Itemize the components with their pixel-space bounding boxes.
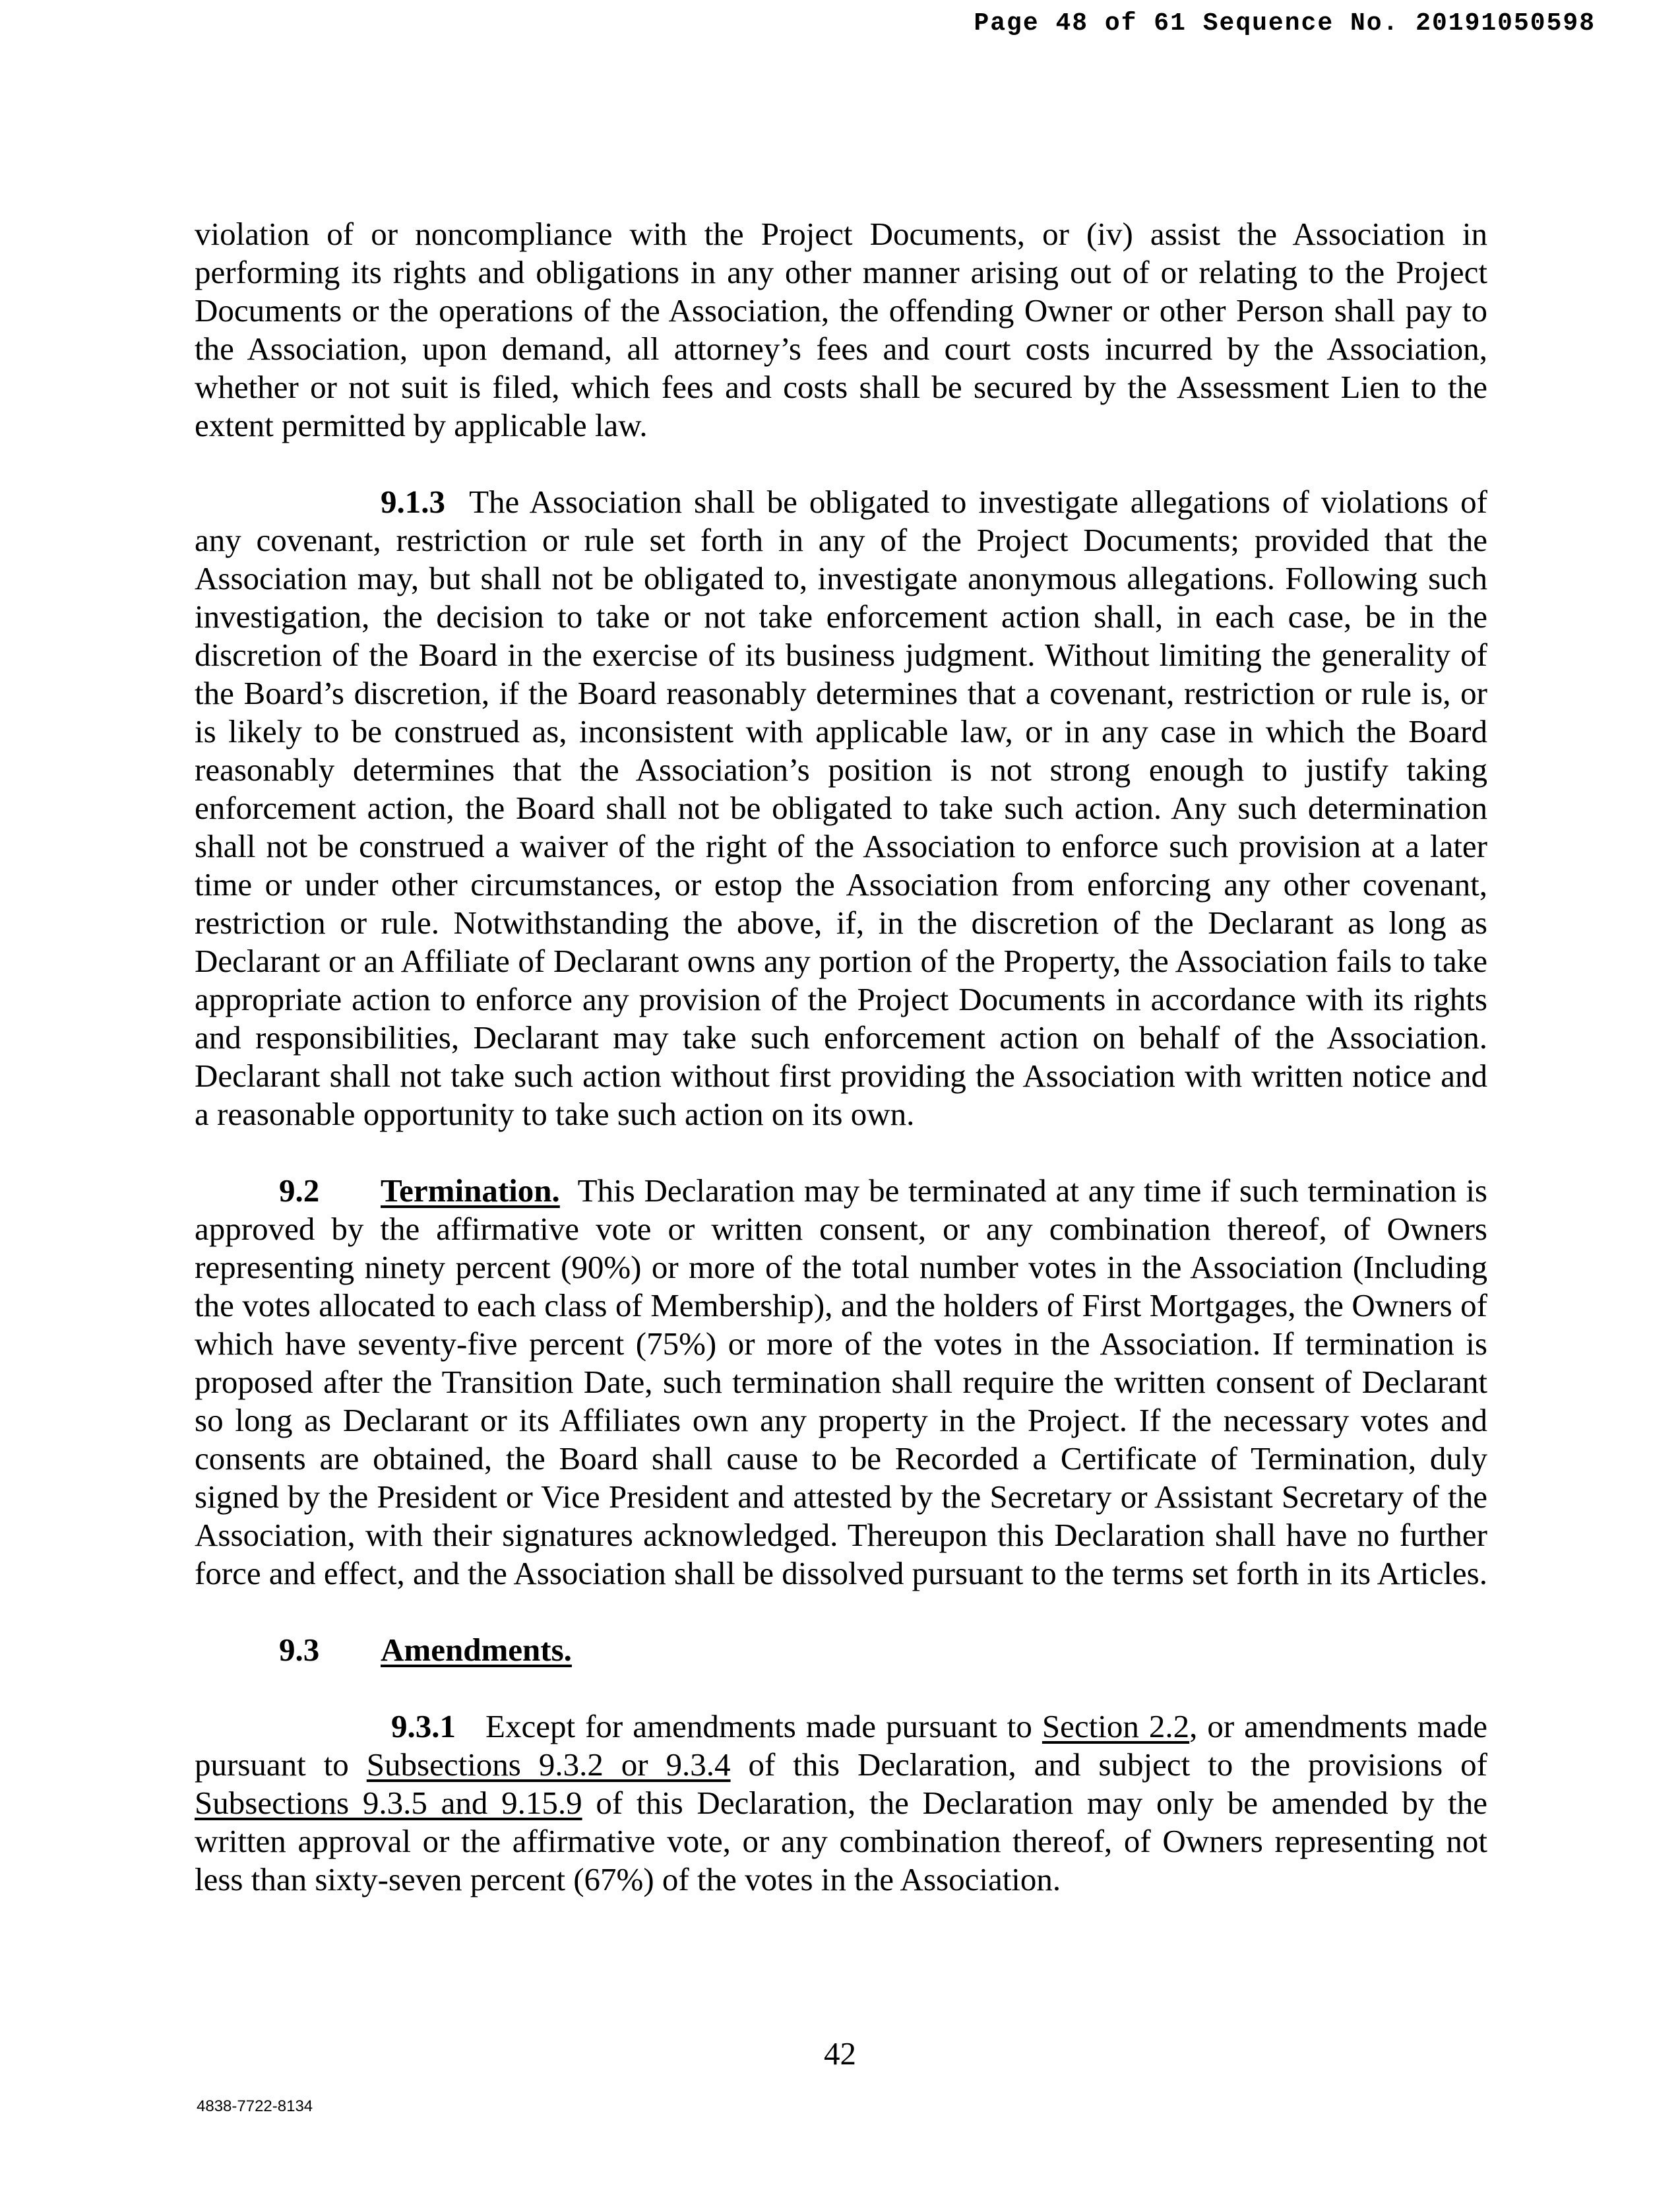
section-text: Except for amendments made pursuant to xyxy=(485,1708,1042,1744)
cross-reference-link[interactable]: Section 2.2 xyxy=(1042,1708,1190,1744)
document-body xyxy=(195,215,1487,1899)
section-9-3-heading xyxy=(195,1631,1487,1669)
section-title: Amendments. xyxy=(381,1632,572,1668)
page-number: 42 xyxy=(824,2035,856,2072)
cross-reference-link[interactable]: Subsections 9.3.2 or 9.3.4 xyxy=(366,1746,731,1783)
section-text: of this Declaration, the Declaration may only be amended by the written approval or the affirmative vote, or any combination thereof, of Owners representing not less than sixty-seven percent (67%) of the votes in the Association. xyxy=(195,1785,1487,1897)
section-number: 9.3.1 xyxy=(391,1708,456,1744)
document-code: 4838-7722-8134 xyxy=(197,2097,313,2115)
section-9-1-3 xyxy=(195,483,1487,1133)
page-sequence-stamp: Page 48 of 61 Sequence No. 20191050598 xyxy=(974,9,1596,38)
section-9-2 xyxy=(195,1172,1487,1593)
section-text: This Declaration may be terminated at any time if such termination is approved by the affirmative vote or written consent, or any combination thereof, of Owners representing ninety percent (90%) or more of the total number votes in the Association (Including the votes allocated to each class of Membership), and the holders of First Mortgages, the Owners of which have seventy-five percent (75%) or more of the votes in the Association. If termination is proposed after the Transition Date, such termination shall require the written consent of Declarant so long as Declarant or its Affiliates own any property in the Project. If the necessary votes and consents are obtained, the Board shall cause to be Recorded a Certificate of Termination, duly signed by the President or Vice President and attested by the Secretary or Assistant Secretary of the Association, with their signatures acknowledged. Thereupon this Declaration shall have no further force and effect, and the Association shall be dissolved pursuant to the terms set forth in its Articles. xyxy=(195,1172,1487,1591)
section-text: , or amendments made pursuant to xyxy=(195,1708,1487,1783)
cross-reference-link[interactable]: Subsections 9.3.5 and 9.15.9 xyxy=(195,1785,582,1821)
continuation-paragraph: violation of or noncompliance with the Project Documents, or (iv) assist the Association in performing its rights and obligations in any other manner arising out of or relating to the Project Documents or the operations of the Association, the offending Owner or other Person shall pay to the Association, upon demand, all attorney’s fees and court costs incurred by the Association, whether or not suit is filed, which fees and costs shall be secured by the Assessment Lien to the extent permitted by applicable law. xyxy=(195,216,1487,443)
section-text: The Association shall be obligated to investigate allegations of violations of any covenant, restriction or rule set forth in any of the Project Documents; provided that the Association may, but shall not be obligated to, investigate anonymous allegations. Following such investigation, the decision to take or not take enforcement action shall, in each case, be in the discretion of the Board in the exercise of its business judgment. Without limiting the generality of the Board’s discretion, if the Board reasonably determines that a covenant, restriction or rule is, or is likely to be construed as, inconsistent with applicable law, or in any case in which the Board reasonably determines that the Association’s position is not strong enough to justify taking enforcement action, the Board shall not be obligated to take such action. Any such determination shall not be construed a waiver of the right of the Association to enforce such provision at a later time or under other circumstances, or estop the Association from enforcing any other covenant, restriction or rule. Notwithstanding the above, if, in the discretion of the Declarant as long as Declarant or an Affiliate of Declarant owns any portion of the Property, the Association fails to take appropriate action to enforce any provision of the Project Documents in accordance with its rights and responsibilities, Declarant may take such enforcement action on behalf of the Association. Declarant shall not take such action without first providing the Association with written notice and a reasonable opportunity to take such action on its own. xyxy=(195,484,1487,1132)
section-title: Termination. xyxy=(381,1172,560,1209)
section-number: 9.2 xyxy=(279,1172,320,1209)
section-number: 9.1.3 xyxy=(381,484,445,520)
section-text: of this Declaration, and subject to the provisions of xyxy=(730,1746,1487,1783)
section-number: 9.3 xyxy=(279,1632,320,1668)
section-9-3-1 xyxy=(195,1707,1487,1899)
